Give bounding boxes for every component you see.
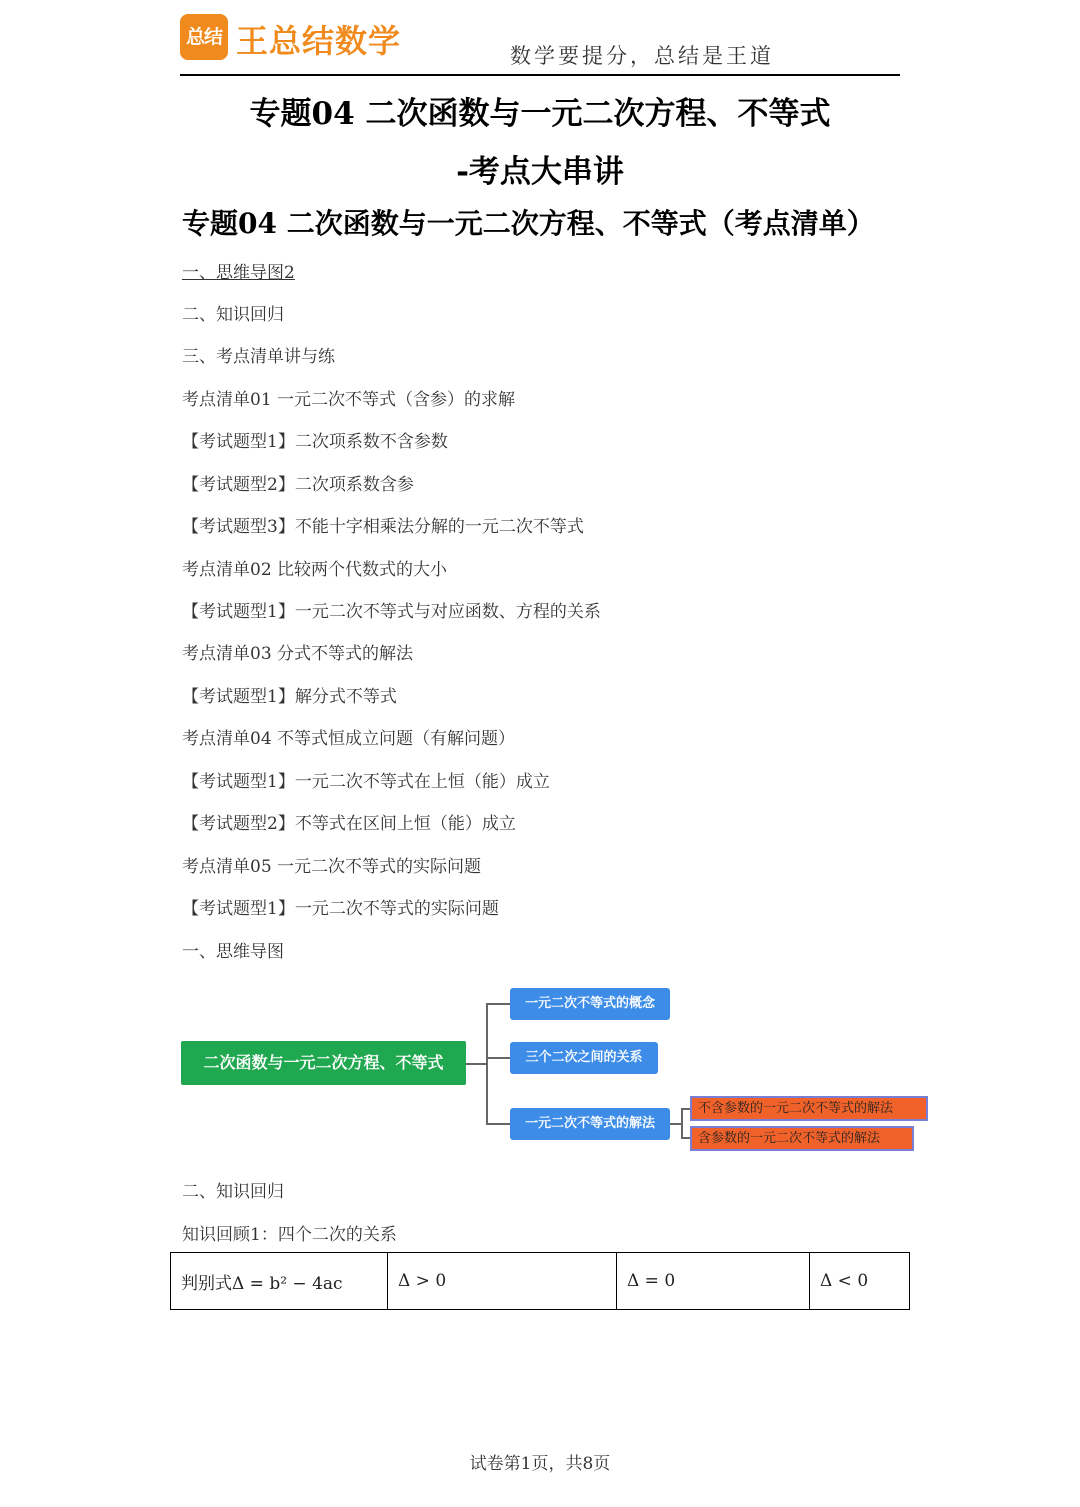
toc-item: 【考试题型1】二次项系数不含参数 <box>182 432 448 452</box>
mindmap-connector <box>486 1057 510 1059</box>
table-row <box>171 1253 910 1310</box>
table-cell: 判别式Δ = b² − 4ac <box>171 1253 388 1310</box>
table-cell: Δ = 0 <box>617 1253 810 1310</box>
logo-icon: 总结 <box>180 14 228 60</box>
toc-item: 考点清单04 不等式恒成立问题（有解问题） <box>182 729 516 749</box>
section-heading-mindmap: 一、思维导图 <box>182 942 284 962</box>
page-title-line2: -考点大串讲 <box>456 154 624 190</box>
table-cell: Δ < 0 <box>810 1253 910 1310</box>
toc-item: 二、知识回归 <box>182 305 284 325</box>
toc-item: 考点清单03 分式不等式的解法 <box>182 644 414 664</box>
page-title-line1: 专题04 二次函数与一元二次方程、不等式 <box>249 96 831 132</box>
toc-item: 考点清单02 比较两个代数式的大小 <box>182 560 448 580</box>
header-slogan: 数学要提分，总结是王道 <box>510 44 774 68</box>
header-divider <box>180 74 900 76</box>
toc-item: 【考试题型2】二次项系数含参 <box>182 475 414 495</box>
mindmap-root-node: 二次函数与一元二次方程、不等式 <box>181 1041 466 1085</box>
toc-link-mindmap[interactable]: 一、思维导图2 <box>182 263 295 283</box>
logo-text: 王总结数学 <box>236 22 402 60</box>
toc-item: 【考试题型3】不能十字相乘法分解的一元二次不等式 <box>182 517 584 537</box>
mindmap-branch-node: 三个二次之间的关系 <box>510 1042 658 1074</box>
section-subtitle: 专题04 二次函数与一元二次方程、不等式（考点清单） <box>182 207 875 240</box>
knowledge-title: 知识回顾1：四个二次的关系 <box>182 1225 397 1245</box>
mindmap-connector <box>681 1108 683 1139</box>
mindmap-connector <box>486 1003 488 1125</box>
mindmap-connector <box>681 1137 690 1139</box>
page-footer: 试卷第1页，共8页 <box>469 1454 611 1474</box>
toc-item: 【考试题型1】一元二次不等式与对应函数、方程的关系 <box>182 602 601 622</box>
toc-item: 三、考点清单讲与练 <box>182 347 335 367</box>
mindmap-branch-node: 一元二次不等式的解法 <box>510 1108 670 1140</box>
mindmap-connector <box>466 1063 487 1065</box>
mindmap-connector <box>486 1003 510 1005</box>
mindmap-leaf-node: 不含参数的一元二次不等式的解法 <box>690 1096 928 1121</box>
page-header <box>180 12 900 76</box>
toc-item: 考点清单05 一元二次不等式的实际问题 <box>182 857 482 877</box>
mindmap-branch-node: 一元二次不等式的概念 <box>510 988 670 1020</box>
mindmap-connector <box>486 1123 510 1125</box>
mindmap-connector <box>681 1108 690 1110</box>
four-quadratics-table <box>170 1252 910 1310</box>
toc-item: 【考试题型1】解分式不等式 <box>182 687 397 707</box>
toc-item: 【考试题型1】一元二次不等式在上恒（能）成立 <box>182 772 550 792</box>
toc-item: 考点清单01 一元二次不等式（含参）的求解 <box>182 390 516 410</box>
toc-item: 【考试题型2】不等式在区间上恒（能）成立 <box>182 814 516 834</box>
toc-item: 【考试题型1】一元二次不等式的实际问题 <box>182 899 499 919</box>
table-cell: Δ > 0 <box>388 1253 617 1310</box>
mindmap-leaf-node: 含参数的一元二次不等式的解法 <box>690 1126 914 1151</box>
section-heading-knowledge: 二、知识回归 <box>182 1182 284 1202</box>
